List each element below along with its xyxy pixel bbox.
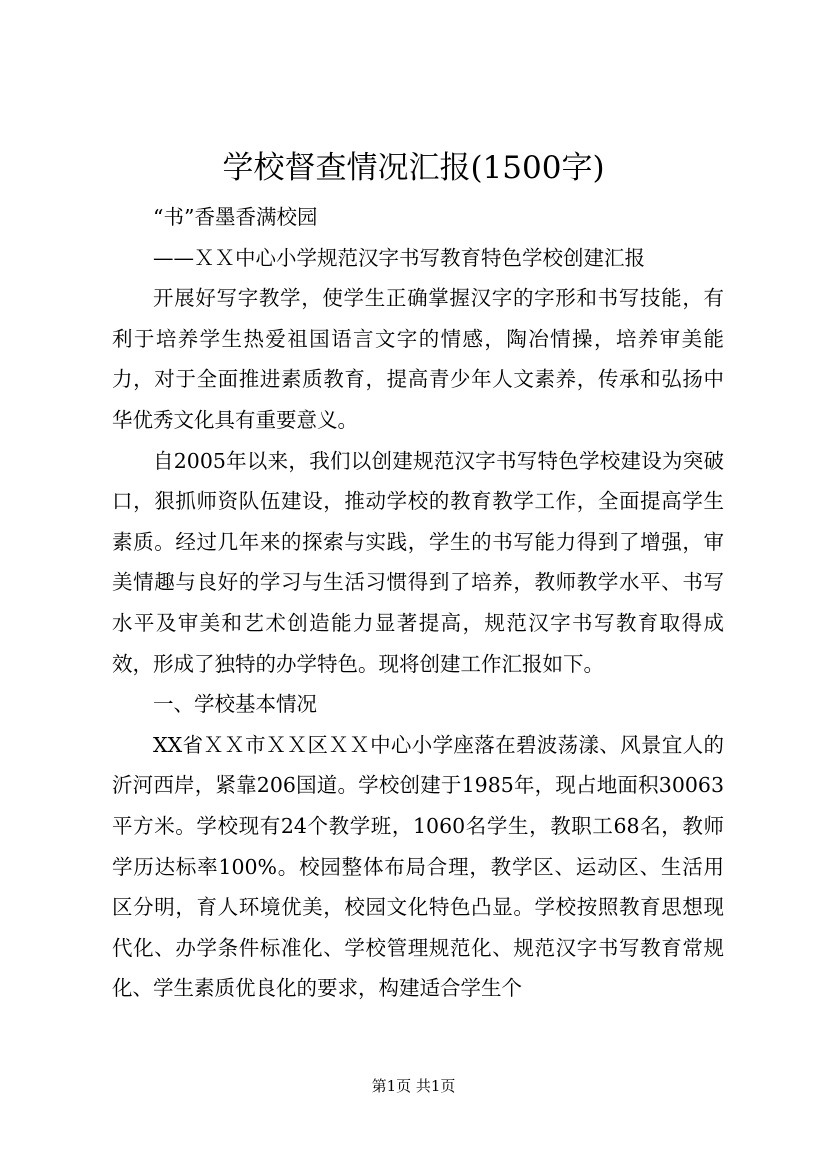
sub-heading: ——ＸＸ中心小学规范汉字书写教育特色学校创建汇报	[153, 245, 645, 270]
document-title: 学校督查情况汇报(1500字)	[222, 150, 605, 186]
document-body	[112, 197, 724, 1009]
paragraph-history: 自2005年以来，我们以创建规范汉字书写特色学校建设为突破口，狠抓师资队伍建设，推动学校的教育教学工作，全面提高学生素质。经过几年来的探索与实践，学生的书写能力得到了增强，审美情趣与良好的学习与生活习惯得到了培养，教师教学水平、书写水平及审美和艺术创造能力显著提高，规范汉字书写教育取得成效，形成了独特的办学特色。现将创建工作汇报如下。	[112, 448, 724, 676]
page-footer: 第1页 共1页	[371, 1077, 456, 1095]
paragraph-school-info: XX省ＸＸ市ＸＸ区ＸＸ中心小学座落在碧波荡漾、风景宜人的沂河西岸，紧靠206国道。学校创建于1985年，现占地面积30063平方米。学校现有24个教学班，1060名学生，教职工68名，教师学历达标率100%。校园整体布局合理，教学区、运动区、生活用区分明，育人环境优美，校园文化特色凸显。学校按照教育思想现代化、办学条件标准化、学校管理规范化、规范汉字书写教育常规化、学生素质优良化的要求，构建适合学生个	[112, 732, 724, 1001]
paragraph-intro: 开展好写字教学，使学生正确掌握汉字的字形和书写技能，有利于培养学生热爱祖国语言文字的情感，陶冶情操，培养审美能力，对于全面推进素质教育，提高青少年人文素养，传承和弘扬中华优秀文化具有重要意义。	[112, 286, 724, 432]
section-heading: 一、学校基本情况	[153, 692, 317, 717]
subtitle: “书”香墨香满校园	[153, 205, 318, 229]
